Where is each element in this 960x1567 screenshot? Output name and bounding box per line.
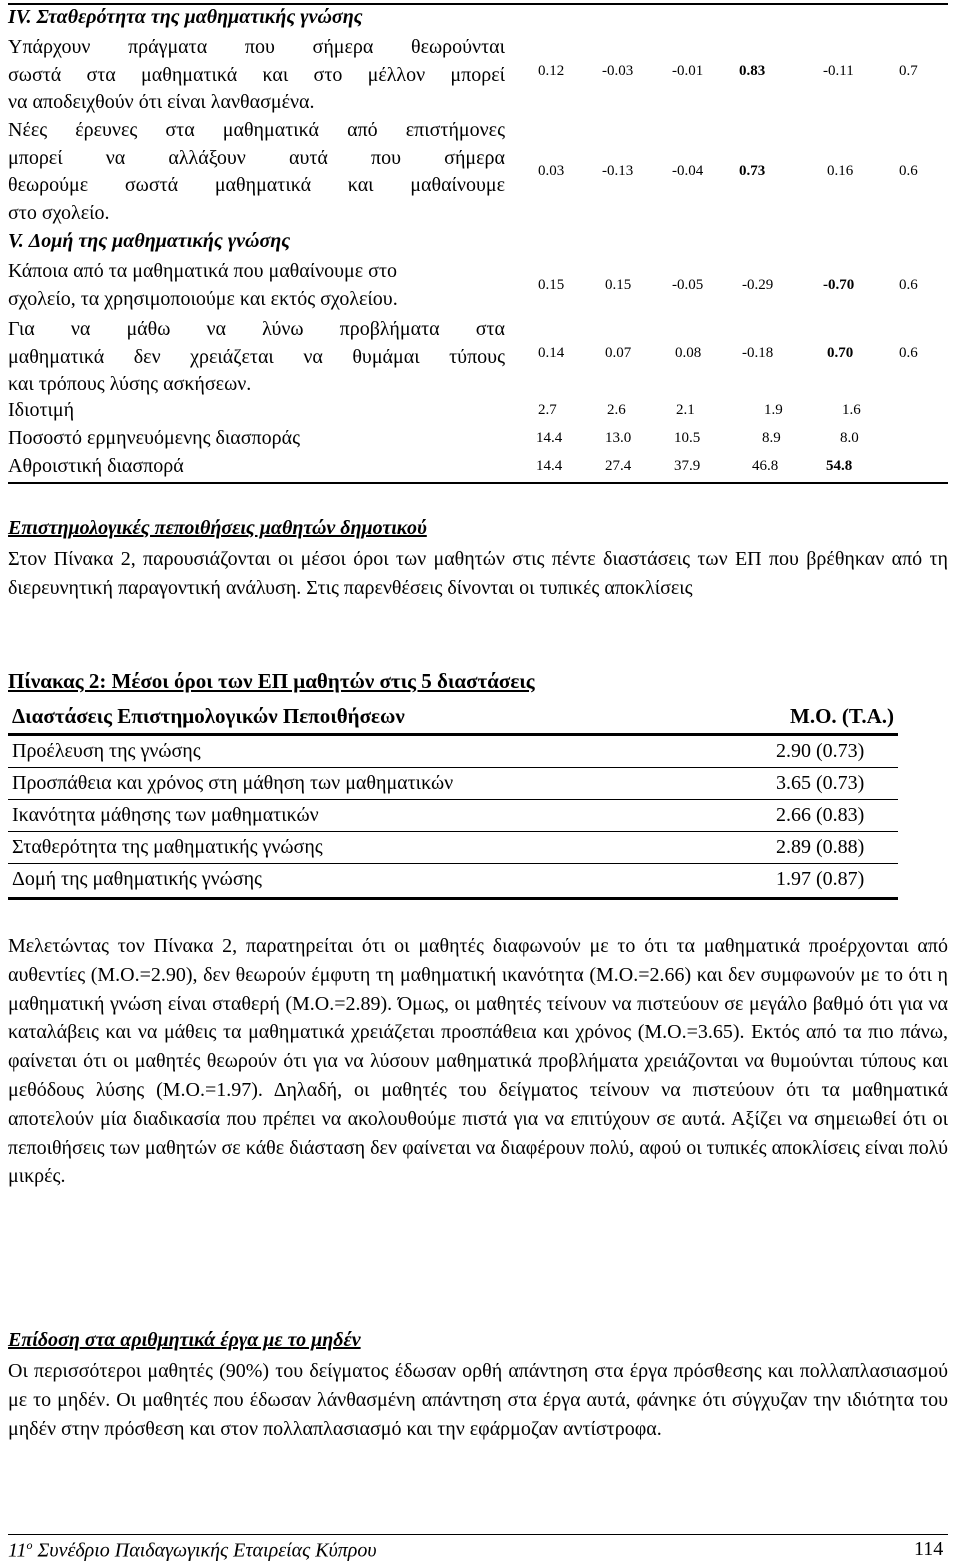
section-v-heading: V. Δομή της μαθηματικής γνώσης <box>8 230 291 252</box>
dimension-name: Σταθερότητα της μαθηματικής γνώσης <box>12 836 323 858</box>
paragraph: Μελετώντας τον Πίνακα 2, παρατηρείται ότι οι μαθητές διαφωνούν με το ότι τα μαθηματικά προέρχονται από αυθεντίες (Μ.Ο.=2.90), δεν θεωρούν έμφυτη τη μαθηματική ικανότητα (Μ.Ο.=2.66) και δεν συμφωνούν με το ότι η μαθηματική γνώση είναι σταθερή (Μ.Ο.=2.89). Όμως, οι μαθητές τείνουν να πιστεύουν σε μεγάλο βαθμό ότι για να καταλάβεις και να μάθεις τα μαθηματικά χρειάζεται προσπάθεια και χρόνος (Μ.Ο.=3.65). Εκτός από τα πιο πάνω, φαίνεται ότι οι μαθητές θεωρούν ότι για να λύσουν μαθηματικά προβλήματα χρειάζονται να θυμούνται τύπους και μεθόδους λύσης (Μ.Ο.=1.97). Δηλαδή, οι μαθητές του δείγματος τείνουν να πιστεύουν ότι τα μαθηματικά αποτελούν μία διαδικασία που πρέπει να ακολουθούμε πιστά για να επιτύχουν σε αυτά. Αξίζει να σημειωθεί ότι οι πεποιθήσεις των μαθητών σε κάθε διάσταση δεν φαίνεται να διαφέρουν πολύ, αφού οι τυπικές αποκλίσεις είναι πολύ μικρές. <box>8 935 948 1188</box>
row-rule <box>8 831 898 832</box>
loading-value: -0.18 <box>742 345 774 361</box>
footer-rule <box>8 1534 948 1535</box>
loading-value: 0.83 <box>739 63 766 79</box>
table-caption: Πίνακας 2: Μέσοι όροι των ΕΠ μαθητών στις 5 διαστάσεις <box>8 669 535 693</box>
paragraph: Στον Πίνακα 2, παρουσιάζονται οι μέσοι όροι των μαθητών στις πέντε διαστάσεις των ΕΠ που βρέθηκαν από τη διερευνητική παραγοντική ανάλυση. Στις παρενθέσεις δίνονται οι τυπικές αποκλίσεις <box>8 548 948 599</box>
loading-value: 0.14 <box>538 345 565 361</box>
explained-variance: 8.0 <box>840 430 859 446</box>
paragraph: Οι περισσότεροι μαθητές (90%) του δείγματος έδωσαν ορθή απάντηση στα έργα πρόσθεσης και πολλαπλασιασμού με το μηδέν. Οι μαθητές που έδωσαν λάνθασμένη απάντηση στα έργα αυτά, φάνηκε ότι σύγχυζαν την ιδιότητα του μηδέν στην πρόσθεση και στον πολλαπλασιασμό και την εφάρμοζαν αντίστροφα. <box>8 1360 948 1440</box>
ordinal-superscript: ο <box>26 1538 33 1552</box>
row-rule <box>8 799 898 800</box>
loading-value: 0.73 <box>739 163 766 179</box>
item-v-1-text: Κάποια από τα μαθηματικά που μαθαίνουμε στο σχολείο, τα χρησιμοποιούμε και εκτός σχολείου. <box>8 260 398 310</box>
table-bottom-rule <box>8 897 898 900</box>
loading-value: 0.6 <box>899 345 918 361</box>
dimension-mean: 2.89 (0.88) <box>776 836 865 858</box>
loading-value: -0.03 <box>602 63 634 79</box>
loading-value: 0.07 <box>605 345 632 361</box>
loading-value: -0.13 <box>602 163 634 179</box>
loading-value: -0.29 <box>742 277 774 293</box>
row-rule <box>8 767 898 768</box>
loading-value: -0.70 <box>823 277 855 293</box>
dimension-name: Ικανότητα μάθησης των μαθηματικών <box>12 804 319 826</box>
table-header-mean: Μ.Ο. (Τ.Α.) <box>790 704 895 728</box>
cumulative-variance: 27.4 <box>605 458 632 474</box>
section-iv-heading: IV. Σταθερότητα της μαθηματικής γνώσης <box>8 6 363 28</box>
loading-value: 0.12 <box>538 63 565 79</box>
item-v-2-text: Για να μάθω να λύνω προβλήματα στα μαθηματικά δεν χρειάζεται να θυμάμαι τύπους και τρόπους λύσης ασκήσεων. <box>8 318 505 395</box>
dimension-name: Προέλευση της γνώσης <box>12 740 201 762</box>
loading-value: -0.05 <box>672 277 704 293</box>
summary-label: Ποσοστό ερμηνευόμενης διασποράς <box>8 427 301 449</box>
dimension-mean: 2.66 (0.83) <box>776 804 865 826</box>
dimension-name: Δομή της μαθηματικής γνώσης <box>12 868 262 890</box>
loading-value: 0.6 <box>899 277 918 293</box>
header-rule <box>8 733 898 736</box>
dimension-mean: 2.90 (0.73) <box>776 740 865 762</box>
dimension-mean: 1.97 (0.87) <box>776 868 865 890</box>
item-iv-2-text: Νέες έρευνες στα μαθηματικά από επιστήμονες μπορεί να αλλάξουν αυτά που σήμερα θεωρούμε σωστά μαθηματικά και μαθαίνουμε στο σχολείο. <box>8 119 505 224</box>
eigenvalue: 1.6 <box>842 402 861 418</box>
explained-variance: 13.0 <box>605 430 632 446</box>
cumulative-variance: 46.8 <box>752 458 779 474</box>
loading-value: -0.01 <box>672 63 704 79</box>
loading-value: -0.11 <box>823 63 854 79</box>
loading-value: 0.03 <box>538 163 565 179</box>
loading-value: -0.04 <box>672 163 704 179</box>
loading-value: 0.7 <box>899 63 918 79</box>
explained-variance: 8.9 <box>762 430 781 446</box>
section-title: Επίδοση στα αριθμητικά έργα με το μηδέν <box>8 1329 361 1351</box>
cumulative-variance: 54.8 <box>826 458 853 474</box>
loading-value: 0.15 <box>538 277 565 293</box>
section-title: Επιστημολογικές πεποιθήσεις μαθητών δημοτικού <box>8 517 427 539</box>
cumulative-variance: 37.9 <box>674 458 701 474</box>
eigenvalue: 2.6 <box>607 402 626 418</box>
top-rule <box>8 3 948 5</box>
loading-value: 0.16 <box>827 163 854 179</box>
table-header-dimension: Διαστάσεις Επιστημολογικών Πεποιθήσεων <box>12 704 405 728</box>
table-bottom-rule <box>8 482 948 484</box>
explained-variance: 10.5 <box>674 430 701 446</box>
item-iv-1-text: Υπάρχουν πράγματα που σήμερα θεωρούνται σωστά στα μαθηματικά και στο μέλλον μπορεί να αποδειχθούν ότι είναι λανθασμένα. <box>8 36 505 113</box>
footer-conference: $11^o$ Συνέδριο Παιδαγωγικής Εταιρείας Κύπρου <box>8 1538 377 1562</box>
loading-value: 0.15 <box>605 277 632 293</box>
page-number: 114 <box>914 1538 944 1560</box>
row-rule <box>8 863 898 864</box>
cumulative-variance: 14.4 <box>536 458 563 474</box>
dimension-mean: 3.65 (0.73) <box>776 772 865 794</box>
eigenvalue: 1.9 <box>764 402 783 418</box>
eigenvalue: 2.7 <box>538 402 557 418</box>
loading-value: 0.70 <box>827 345 854 361</box>
summary-label: Αθροιστική διασπορά <box>8 455 184 477</box>
summary-label: Ιδιοτιμή <box>8 399 75 421</box>
loading-value: 0.6 <box>899 163 918 179</box>
explained-variance: 14.4 <box>536 430 563 446</box>
dimension-name: Προσπάθεια και χρόνος στη μάθηση των μαθηματικών <box>12 772 454 794</box>
eigenvalue: 2.1 <box>676 402 695 418</box>
loading-value: 0.08 <box>675 345 702 361</box>
